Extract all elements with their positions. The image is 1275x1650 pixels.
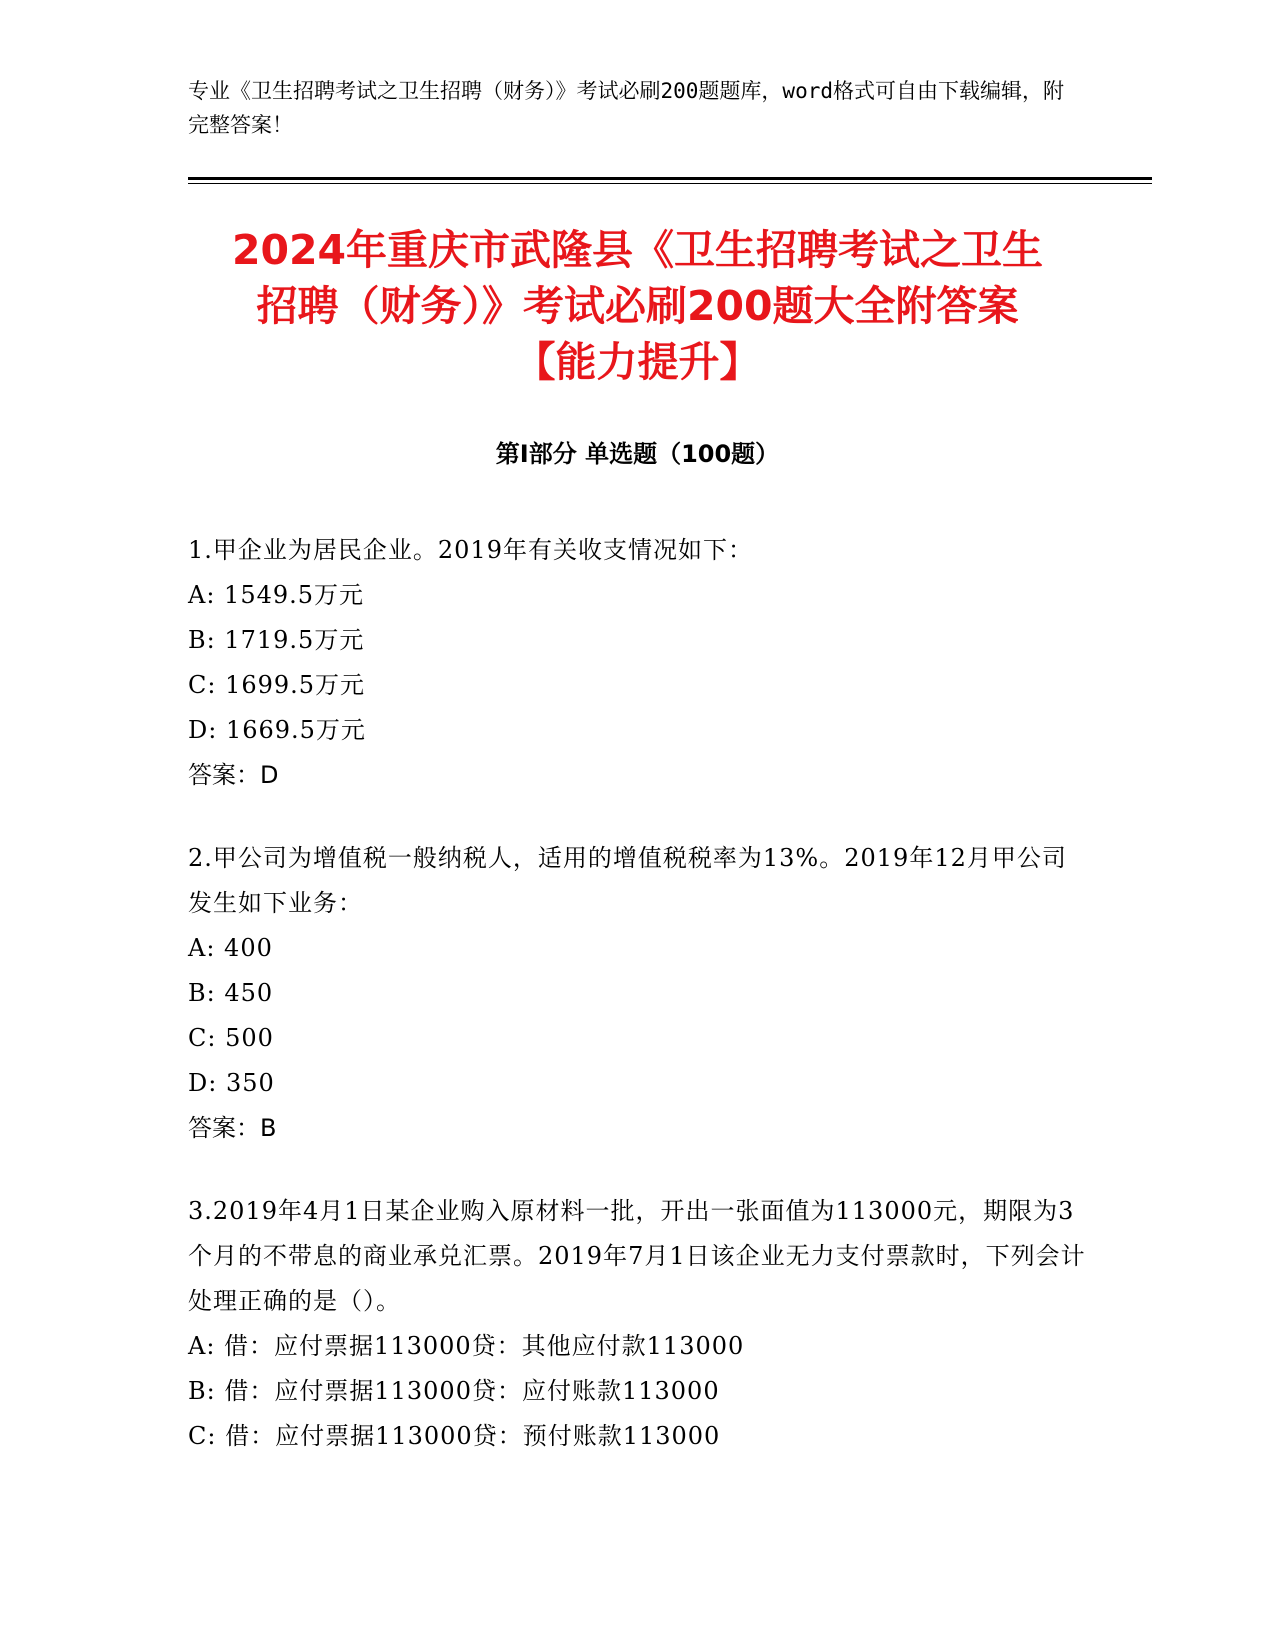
option-b: B: 450: [188, 979, 274, 1007]
answer-line: 答案：D: [188, 761, 279, 789]
option-a: A: 借：应付票据113000贷：其他应付款113000: [188, 1332, 745, 1360]
title-line: 2024年重庆市武隆县《卫生招聘考试之卫生: [231, 226, 1044, 274]
option-a: A: 1549.5万元: [188, 581, 365, 609]
option-c: C: 借：应付票据113000贷：预付账款113000: [188, 1422, 721, 1450]
option-c: C: 1699.5万元: [188, 671, 366, 699]
header-divider-thick: [188, 177, 1152, 180]
question-stem: 3.2019年4月1日某企业购入原材料一批，开出一张面值为113000元，期限为3个月的不带息的商业承兑汇票。2019年7月1日该企业无力支付票款时，下列会计处理正确的是（）。: [188, 1197, 1086, 1315]
question-1: [188, 528, 1088, 798]
question-stem: 2.甲公司为增值税一般纳税人，适用的增值税税率为13%。2019年12月甲公司发生如下业务：: [188, 844, 1067, 917]
section-heading: 第I部分 单选题（100题）: [495, 440, 780, 468]
option-d: D: 1669.5万元: [188, 716, 366, 744]
header-divider-thin: [188, 183, 1152, 184]
title-line: 招聘（财务）》考试必刷200题大全附答案: [256, 282, 1019, 330]
answer-line: 答案：B: [188, 1114, 277, 1142]
question-2: [188, 836, 1088, 1151]
question-list: [188, 528, 1088, 1497]
header-note: 专业《卫生招聘考试之卫生招聘（财务）》考试必刷200题题库，word格式可自由下载编辑，附完整答案！: [188, 79, 1064, 137]
option-a: A: 400: [188, 934, 273, 962]
document-title: [150, 222, 1125, 390]
option-b: B: 借：应付票据113000贷：应付账款113000: [188, 1377, 720, 1405]
question-3: [188, 1189, 1088, 1459]
option-c: C: 500: [188, 1024, 274, 1052]
title-line: 【能力提升】: [514, 338, 761, 386]
option-b: B: 1719.5万元: [188, 626, 365, 654]
question-stem: 1.甲企业为居民企业。2019年有关收支情况如下：: [188, 536, 753, 564]
option-d: D: 350: [188, 1069, 275, 1097]
